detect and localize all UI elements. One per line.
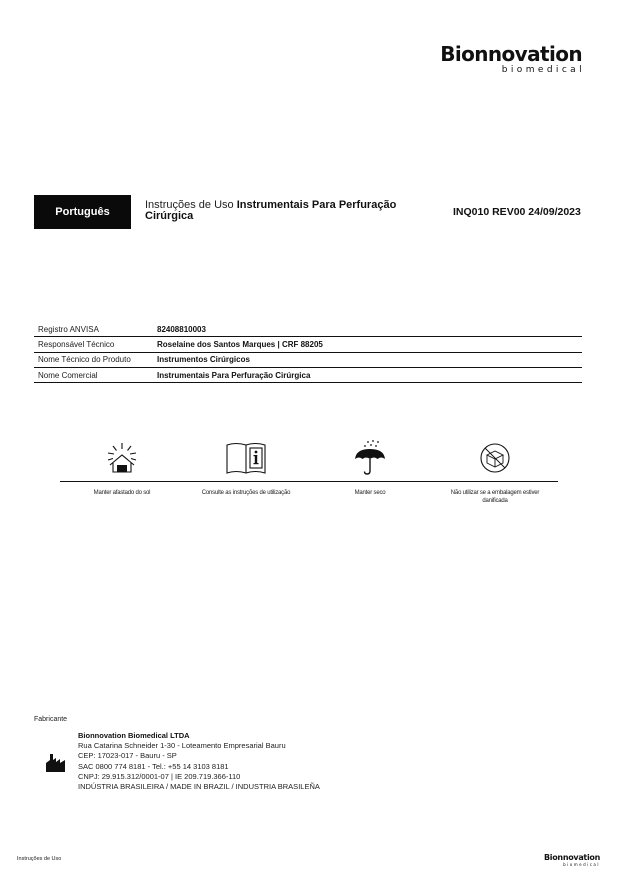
consult-instructions-icon: [225, 440, 267, 476]
keep-away-from-sunlight-icon: [104, 440, 140, 476]
symbol-caption: Consulte as instruções de utilização: [201, 490, 291, 496]
info-row: [34, 337, 582, 352]
info-label: Registro ANVISA: [38, 324, 99, 334]
footer-doc-label: Instruções de Uso: [17, 856, 62, 862]
brand-name: Bionnovation: [440, 42, 582, 66]
language-label: Português: [55, 206, 110, 218]
info-value: 82408810003: [157, 324, 206, 334]
footer-logo-sub: biomedical: [563, 862, 600, 867]
manufacturer-cnpj: CNPJ: 29.915.312/0001-07 | IE 209.719.366-110: [78, 771, 241, 781]
info-label: Nome Técnico do Produto: [38, 355, 131, 365]
symbol-caption: Manter seco: [354, 490, 386, 496]
info-row: [34, 368, 582, 383]
title-prefix: Instruções de Uso: [145, 199, 234, 211]
brand-logo: [440, 42, 585, 75]
footer-logo-name: Bionnovation: [544, 853, 600, 862]
symbol-caption: Manter afastado do sol: [93, 490, 151, 496]
info-row: [34, 353, 582, 368]
symbol-caption: Não utilizar se a embalagem estiver danificada: [450, 490, 540, 504]
do-not-use-if-damaged-icon: [478, 441, 512, 475]
info-row: [34, 322, 582, 337]
manufacturer-origin: INDÚSTRIA BRASILEIRA / MADE IN BRAZIL / INDUSTRIA BRASILEÑA: [78, 782, 320, 792]
keep-dry-icon: [352, 439, 388, 477]
info-value: Instrumentos Cirúrgicos: [157, 355, 250, 365]
info-value: Instrumentais Para Perfuração Cirúrgica: [157, 370, 311, 380]
symbol-item: [67, 438, 177, 496]
symbol-item: [191, 438, 301, 496]
symbols-divider: [60, 481, 558, 482]
symbol-item: [315, 438, 425, 496]
manufacturer-address: Rua Catarina Schneider 1-30 - Loteamento Empresarial Bauru: [78, 741, 286, 751]
manufacturer-contact: SAC 0800 774 8181 - Tel.: +55 14 3103 8181: [78, 761, 229, 771]
document-code: INQ010 REV00 24/09/2023: [453, 206, 581, 218]
brand-sub: biomedical: [501, 65, 585, 75]
info-label: Responsável Técnico: [38, 339, 115, 349]
manufacturer-label: Fabricante: [34, 716, 68, 723]
language-badge: [34, 195, 131, 229]
product-info-table: [34, 322, 582, 383]
symbol-item: [440, 438, 550, 504]
manufacturer-factory-icon: [46, 754, 66, 772]
manufacturer-company: Bionnovation Biomedical LTDA: [78, 731, 190, 740]
manufacturer-details: [78, 731, 320, 792]
manufacturer-cep: CEP: 17023-017 - Bauru - SP: [78, 751, 177, 761]
footer-logo: [544, 853, 600, 867]
info-label: Nome Comercial: [38, 370, 98, 380]
document-title: [145, 200, 425, 222]
title-product: Instrumentais Para Perfuração Cirúrgica: [145, 199, 397, 222]
info-value: Roselaine dos Santos Marques | CRF 88205: [157, 339, 323, 349]
